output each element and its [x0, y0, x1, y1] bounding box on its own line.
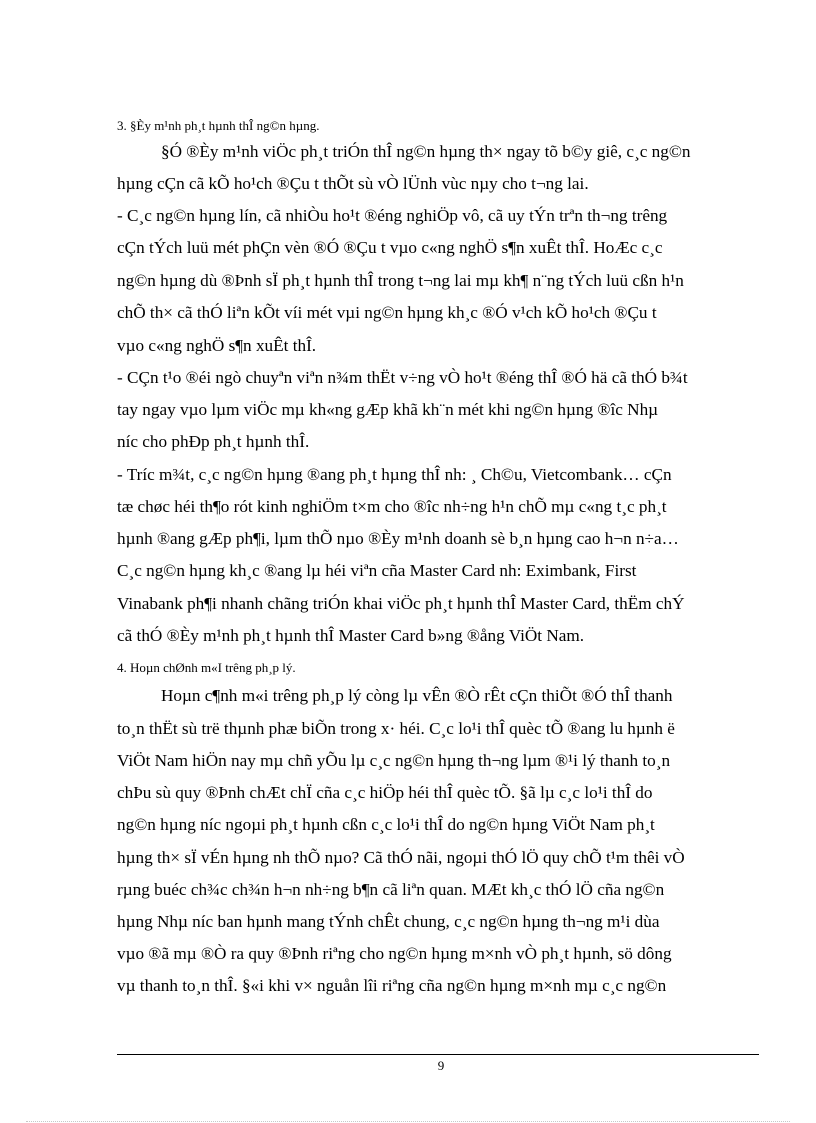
section-heading: 4. Hoµn chØnh m«I trêng ph¸p lý. [117, 660, 296, 675]
paragraph-line: vµo ®ã mµ ®Ò ra quy ®Þnh riªng cho ng©n hµng m×nh vÒ ph¸t hµnh, sö dông [117, 944, 672, 963]
paragraph-line: vµ thanh to¸n thÎ. §«i khi v× nguån lîi riªng cña ng©n hµng m×nh mµ c¸c ng©n [117, 976, 667, 995]
paragraph-line: ng©n hµng níc ngoµi ph¸t hµnh cßn c¸c lo¹i thÎ do ng©n hµng ViÖt Nam ph¸t [117, 815, 655, 834]
paragraph-line: chÕ th× cã thÓ liªn kÕt víi mét vµi ng©n hµng kh¸c ®Ó v¹ch kÕ ho¹ch ®Çu t [117, 303, 657, 322]
paragraph-line: Vinabank ph¶i nhanh chãng triÓn khai viÖc ph¸t hµnh thÎ Master Card, thËm chÝ [117, 594, 685, 613]
paragraph-line: - CÇn t¹o ®éi ngò chuyªn viªn n¾m thËt v÷ng vÒ ho¹t ®éng thÎ ®Ó hä cã thÓ b¾t [117, 368, 688, 387]
section-heading: 3. §Èy m¹nh ph¸t hµnh thÎ ng©n hµng. [117, 118, 320, 133]
paragraph-line: tay ngay vµo lµm viÖc mµ kh«ng gÆp khã kh¨n mét khi ng©n hµng ®îc Nhµ [117, 400, 659, 419]
paragraph-line: tæ chøc héi th¶o rót kinh nghiÖm t×m cho ®îc nh÷ng h¹n chÕ mµ c«ng t¸c ph¸t [117, 497, 667, 516]
paragraph-line: ng©n hµng dù ®Þnh sÏ ph¸t hµnh thÎ trong t¬ng lai mµ kh¶ n¨ng tÝch luü cßn h¹n [117, 271, 684, 290]
page-bottom-border [26, 1121, 790, 1122]
paragraph-line: vµo c«ng nghÖ s¶n xuÊt thÎ. [117, 336, 317, 355]
paragraph-line: §Ó ®Èy m¹nh viÖc ph¸t triÓn thÎ ng©n hµng th× ngay tõ b©y giê, c¸c ng©n [161, 142, 691, 161]
paragraph-line: rµng buéc ch¾c ch¾n h¬n nh÷ng b¶n cã liªn quan. MÆt kh¸c thÓ lÖ cña ng©n [117, 880, 665, 899]
paragraph-line: hµng cÇn cã kÕ ho¹ch ®Çu t thÕt sù vÒ lÜnh vùc nµy cho t¬ng lai. [117, 174, 589, 193]
paragraph-line: hµnh ®ang gÆp ph¶i, lµm thÕ nµo ®Èy m¹nh doanh sè b¸n hµng cao h¬n n÷a… [117, 529, 679, 548]
paragraph-line: - Tríc m¾t, c¸c ng©n hµng ®ang ph¸t hµng thÎ nh: ¸ Ch©u, Vietcombank… cÇn [117, 465, 672, 484]
paragraph-line: cÇn tÝch luü mét phÇn vèn ®Ó ®Çu t vµo c«ng nghÖ s¶n xuÊt thÎ. HoÆc c¸c [117, 238, 663, 257]
paragraph-line: hµng th× sÏ vÉn hµng nh thÕ nµo? Cã thÓ nãi, ngoµi thÓ lÖ quy chÕ t¹m thêi vÒ [117, 848, 685, 867]
paragraph-line: cã thÓ ®Èy m¹nh ph¸t hµnh thÎ Master Card b»ng ®ång ViÖt Nam. [117, 626, 585, 645]
paragraph-line: Hoµn c¶nh m«i trêng ph¸p lý còng lµ vÊn ®Ò rÊt cÇn thiÕt ®Ó thÎ thanh [161, 686, 673, 705]
paragraph-line: to¸n thËt sù trë thµnh phæ biÕn trong x· héi. C¸c lo¹i thÎ quèc tÕ ®ang lu hµnh ë [117, 719, 675, 738]
paragraph-line: chÞu sù quy ®Þnh chÆt chÏ cña c¸c hiÖp héi thÎ quèc tÕ. §ã lµ c¸c lo¹i thÎ do [117, 783, 653, 802]
page-number: 9 [437, 1058, 445, 1073]
paragraph-line: C¸c ng©n hµng kh¸c ®ang lµ héi viªn cña Master Card nh: Eximbank, First [117, 561, 637, 580]
paragraph-line: ViÖt Nam hiÖn nay mµ chñ yÕu lµ c¸c ng©n hµng th¬ng lµm ®¹i lý thanh to¸n [117, 751, 671, 770]
paragraph-line: - C¸c ng©n hµng lín, cã nhiÒu ho¹t ®éng nghiÖp vô, cã uy tÝn trªn th¬ng trêng [117, 206, 668, 225]
paragraph-line: níc cho phÐp ph¸t hµnh thÎ. [117, 432, 310, 451]
footer-rule [117, 1054, 759, 1055]
paragraph-line: hµng Nhµ níc ban hµnh mang tÝnh chÊt chung, c¸c ng©n hµng th¬ng m¹i dùa [117, 912, 660, 931]
